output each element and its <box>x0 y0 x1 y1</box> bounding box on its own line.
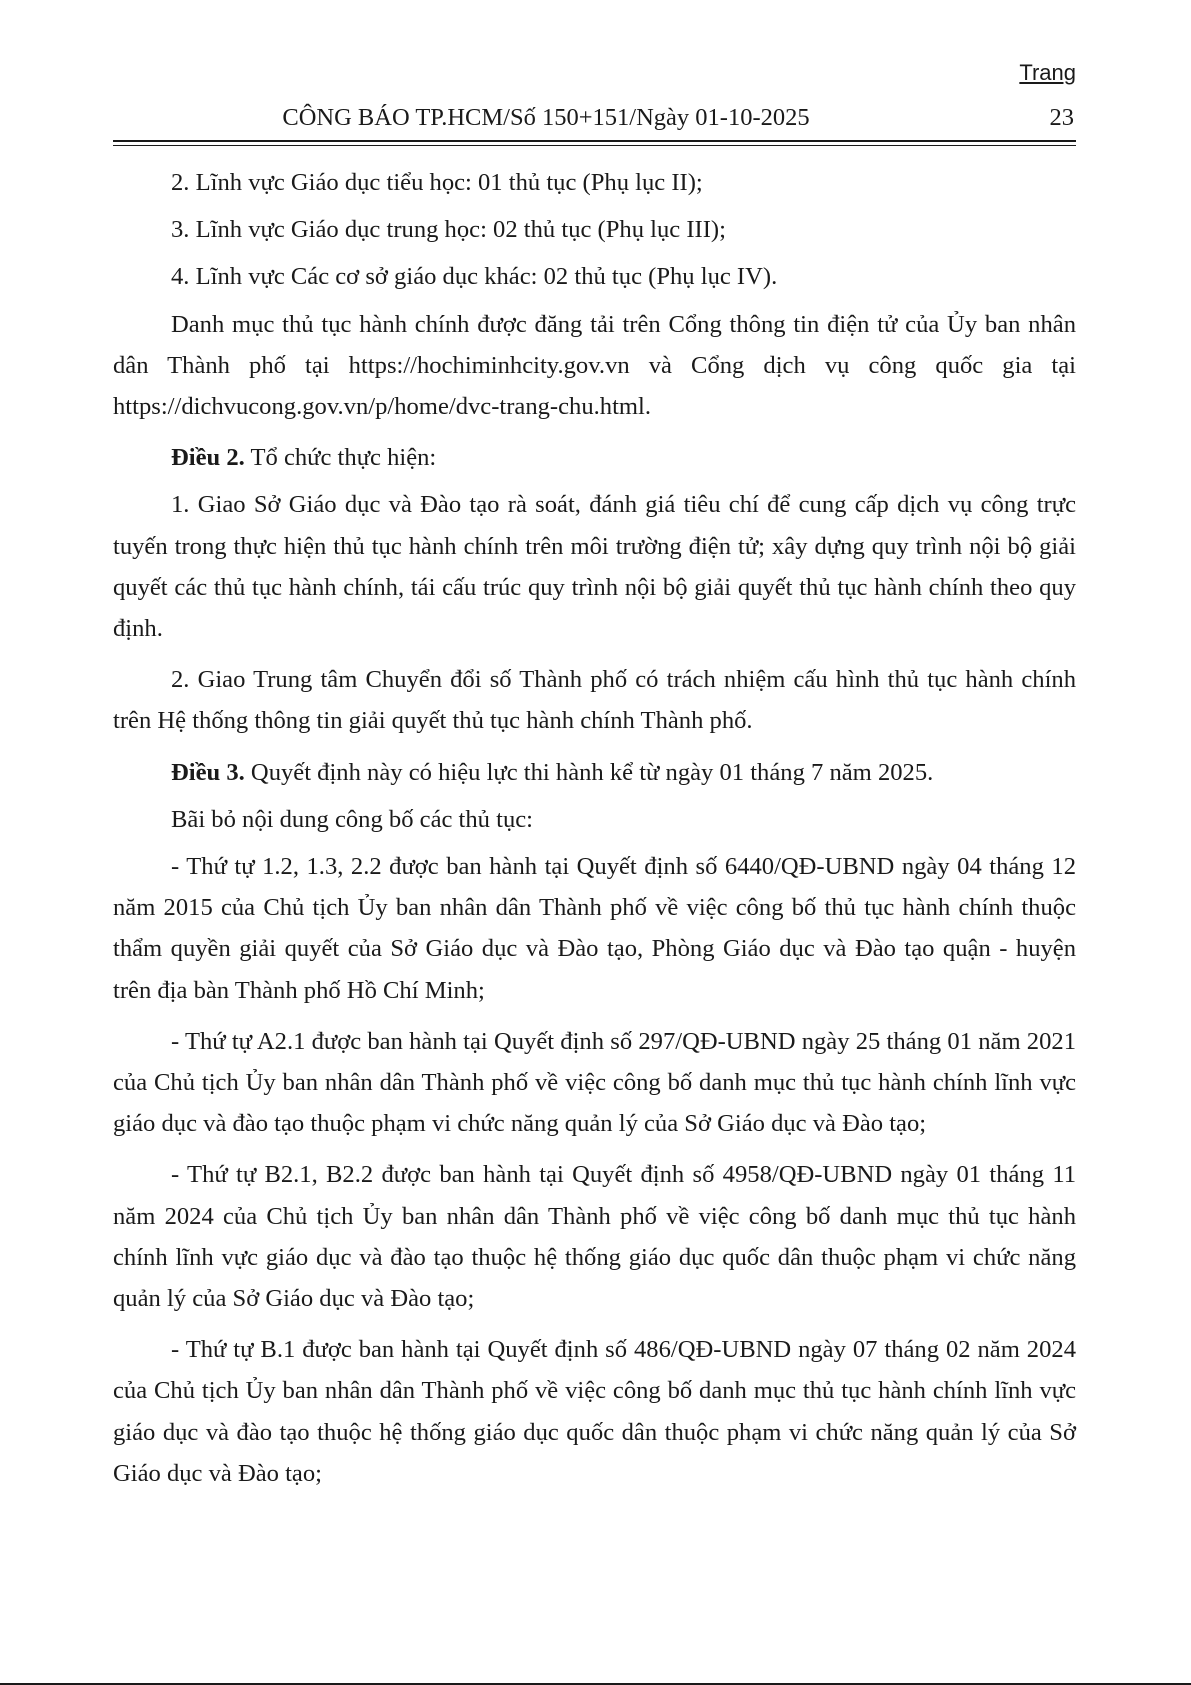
gazette-title: CÔNG BÁO TP.HCM/Số 150+151/Ngày 01-10-2025 <box>282 104 810 131</box>
paragraph: - Thứ tự A2.1 được ban hành tại Quyết định số 297/QĐ-UBND ngày 25 tháng 01 năm 2021 của Chủ tịch Ủy ban nhân dân Thành phố về việc công bố danh mục thủ tục hành chính lĩnh vực giáo dục và đào tạo thuộc phạm vi chức năng quản lý của Sở Giáo dục và Đào tạo; <box>113 1027 1076 1138</box>
article-label: Điều 3. <box>171 758 245 786</box>
paragraph: - Thứ tự B.1 được ban hành tại Quyết định số 486/QĐ-UBND ngày 07 tháng 02 năm 2024 của Chủ tịch Ủy ban nhân dân Thành phố về việc công bố danh mục thủ tục hành chính lĩnh vực giáo dục và đào tạo thuộc hệ thống giáo dục quốc dân thuộc phạm vi chức năng quản lý của Sở Giáo dục và Đào tạo; <box>113 1336 1076 1487</box>
paragraph: 4. Lĩnh vực Các cơ sở giáo dục khác: 02 thủ tục (Phụ lục IV). <box>171 263 778 291</box>
article-label: Điều 2. <box>171 444 245 472</box>
paragraph: - Thứ tự B2.1, B2.2 được ban hành tại Quyết định số 4958/QĐ-UBND ngày 01 tháng 11 năm 2024 của Chủ tịch Ủy ban nhân dân Thành phố về việc công bố danh mục thủ tục hành chính lĩnh vực giáo dục và đào tạo thuộc hệ thống giáo dục quốc dân thuộc phạm vi chức năng quản lý của Sở Giáo dục và Đào tạo; <box>113 1161 1076 1313</box>
paragraph: Bãi bỏ nội dung công bố các thủ tục: <box>171 805 534 833</box>
header-divider <box>113 140 1076 146</box>
gazette-header <box>116 104 1074 138</box>
document-body <box>113 162 1076 1504</box>
article-heading: Điều 3. Quyết định này có hiệu lực thi hành kể từ ngày 01 tháng 7 năm 2025. <box>171 758 934 786</box>
paragraph: 2. Lĩnh vực Giáo dục tiểu học: 01 thủ tục (Phụ lục II); <box>171 169 703 196</box>
paragraph: 2. Giao Trung tâm Chuyển đổi số Thành phố có trách nhiệm cấu hình thủ tục hành chính trên Hệ thống thông tin giải quyết thủ tục hành chính Thành phố. <box>113 666 1076 735</box>
article-heading: Điều 2. Tổ chức thực hiện: <box>171 444 437 472</box>
page-label: Trang <box>1019 60 1076 85</box>
paragraph: Danh mục thủ tục hành chính được đăng tải trên Cổng thông tin điện tử của Ủy ban nhân dân Thành phố tại https://hochiminhcity.gov.vn và Cổng dịch vụ công quốc gia tại https://dichvucong.gov.vn/p/home/dvc-trang-chu.html. <box>113 310 1076 421</box>
paragraph: 1. Giao Sở Giáo dục và Đào tạo rà soát, đánh giá tiêu chí để cung cấp dịch vụ công trực tuyến trong thực hiện thủ tục hành chính trên môi trường điện tử; xây dựng quy trình nội bộ giải quyết các thủ tục hành chính, tái cấu trúc quy trình nội bộ giải quyết thủ tục hành chính theo quy định. <box>113 491 1076 643</box>
paragraph: 3. Lĩnh vực Giáo dục trung học: 02 thủ tục (Phụ lục III); <box>171 216 726 244</box>
page-number: 23 <box>1049 104 1074 131</box>
paragraph: - Thứ tự 1.2, 1.3, 2.2 được ban hành tại Quyết định số 6440/QĐ-UBND ngày 04 tháng 12 năm 2015 của Chủ tịch Ủy ban nhân dân Thành phố về việc công bố thủ tục hành chính thuộc thẩm quyền giải quyết của Sở Giáo dục và Đào tạo, Phòng Giáo dục và Đào tạo quận - huyện trên địa bàn Thành phố Hồ Chí Minh; <box>113 853 1076 1004</box>
